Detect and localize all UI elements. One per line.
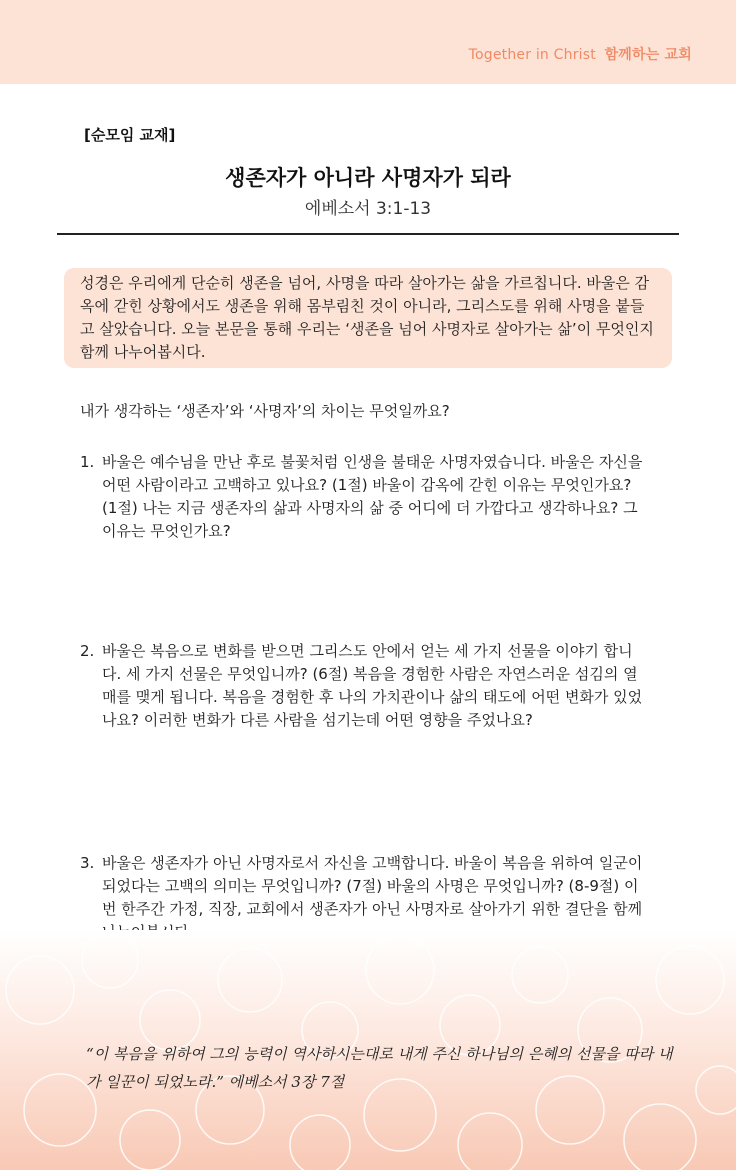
brand-english: Together in Christ [468, 47, 596, 63]
page-title: 생존자가 아니라 사명자가 되라 [225, 166, 511, 190]
question-text: 바울은 예수님을 만난 후로 불꽃처럼 인생을 불태운 사명자였습니다. 바울은 자신을 어떤 사람이라고 고백하고 있나요? (1절) 바울이 감옥에 갇힌 이유는 무엇인가요? (1절) 나는 지금 생존자의 삶과 사명자의 삶 중 어디에 더 가깝다고 생각하나요? 그 이유는 무엇인가요? [102, 453, 643, 540]
brand-logo-text [469, 44, 692, 64]
lead-question: 내가 생각하는 ‘생존자’와 ‘사명자’의 차이는 무엇일까요? [80, 402, 450, 420]
header-band [0, 0, 736, 84]
question-number: 1. [80, 453, 95, 471]
category-label: [순모임 교재] [84, 126, 176, 144]
question-1 [80, 451, 650, 543]
divider [57, 233, 679, 235]
question-number: 2. [80, 642, 95, 660]
memory-verse: “이 복음을 위하여 그의 능력이 역사하시는대로 내게 주신 하나님의 은혜의 선물을 따라 내가 일꾼이 되었노라.” 에베소서 3장 7절 [86, 1045, 673, 1091]
question-2 [80, 640, 650, 732]
brand-korean: 함께하는 교회 [604, 47, 692, 63]
question-text: 바울은 생존자가 아닌 사명자로서 자신을 고백합니다. 바울이 복음을 위하여 일군이 되었다는 고백의 의미는 무엇입니까? (7절) 바울의 사명은 무엇입니까? (8-9절) 이번 한주간 가정, 직장, 교회에서 생존자가 아닌 사명자로 살아가기 위한 결단을 함께 [102, 854, 643, 918]
scripture-reference: 에베소서 3:1-13 [304, 199, 432, 219]
intro-box: 성경은 우리에게 단순히 생존을 넘어, 사명을 따라 살아가는 삶을 가르칩니다. 바울은 감옥에 갇힌 상황에서도 생존을 위해 몸부림친 것이 아니라, 그리스도를 위해 사명을 붙들고 살았습니다. 오늘 본문을 통해 우리는 ‘생존을 넘어 사명자로 살아가는 삶’이 무엇인지 함께 나누어봅시다. [64, 268, 672, 368]
question-text: 바울은 복음으로 변화를 받으면 그리스도 안에서 얻는 세 가지 선물을 이야기 합니다. 세 가지 선물은 무엇입니까? (6절) 복음을 경험한 사람은 자연스러운 섬김의 열매를 맺게 됩니다. 복음을 경험한 후 나의 가치관이나 삶의 태도에 어떤 변화가 있었나요? 이러한 변화가 다른 사람을 섬기는데 어떤 영향을 주었나요? [102, 642, 643, 729]
question-number: 3. [80, 854, 95, 872]
